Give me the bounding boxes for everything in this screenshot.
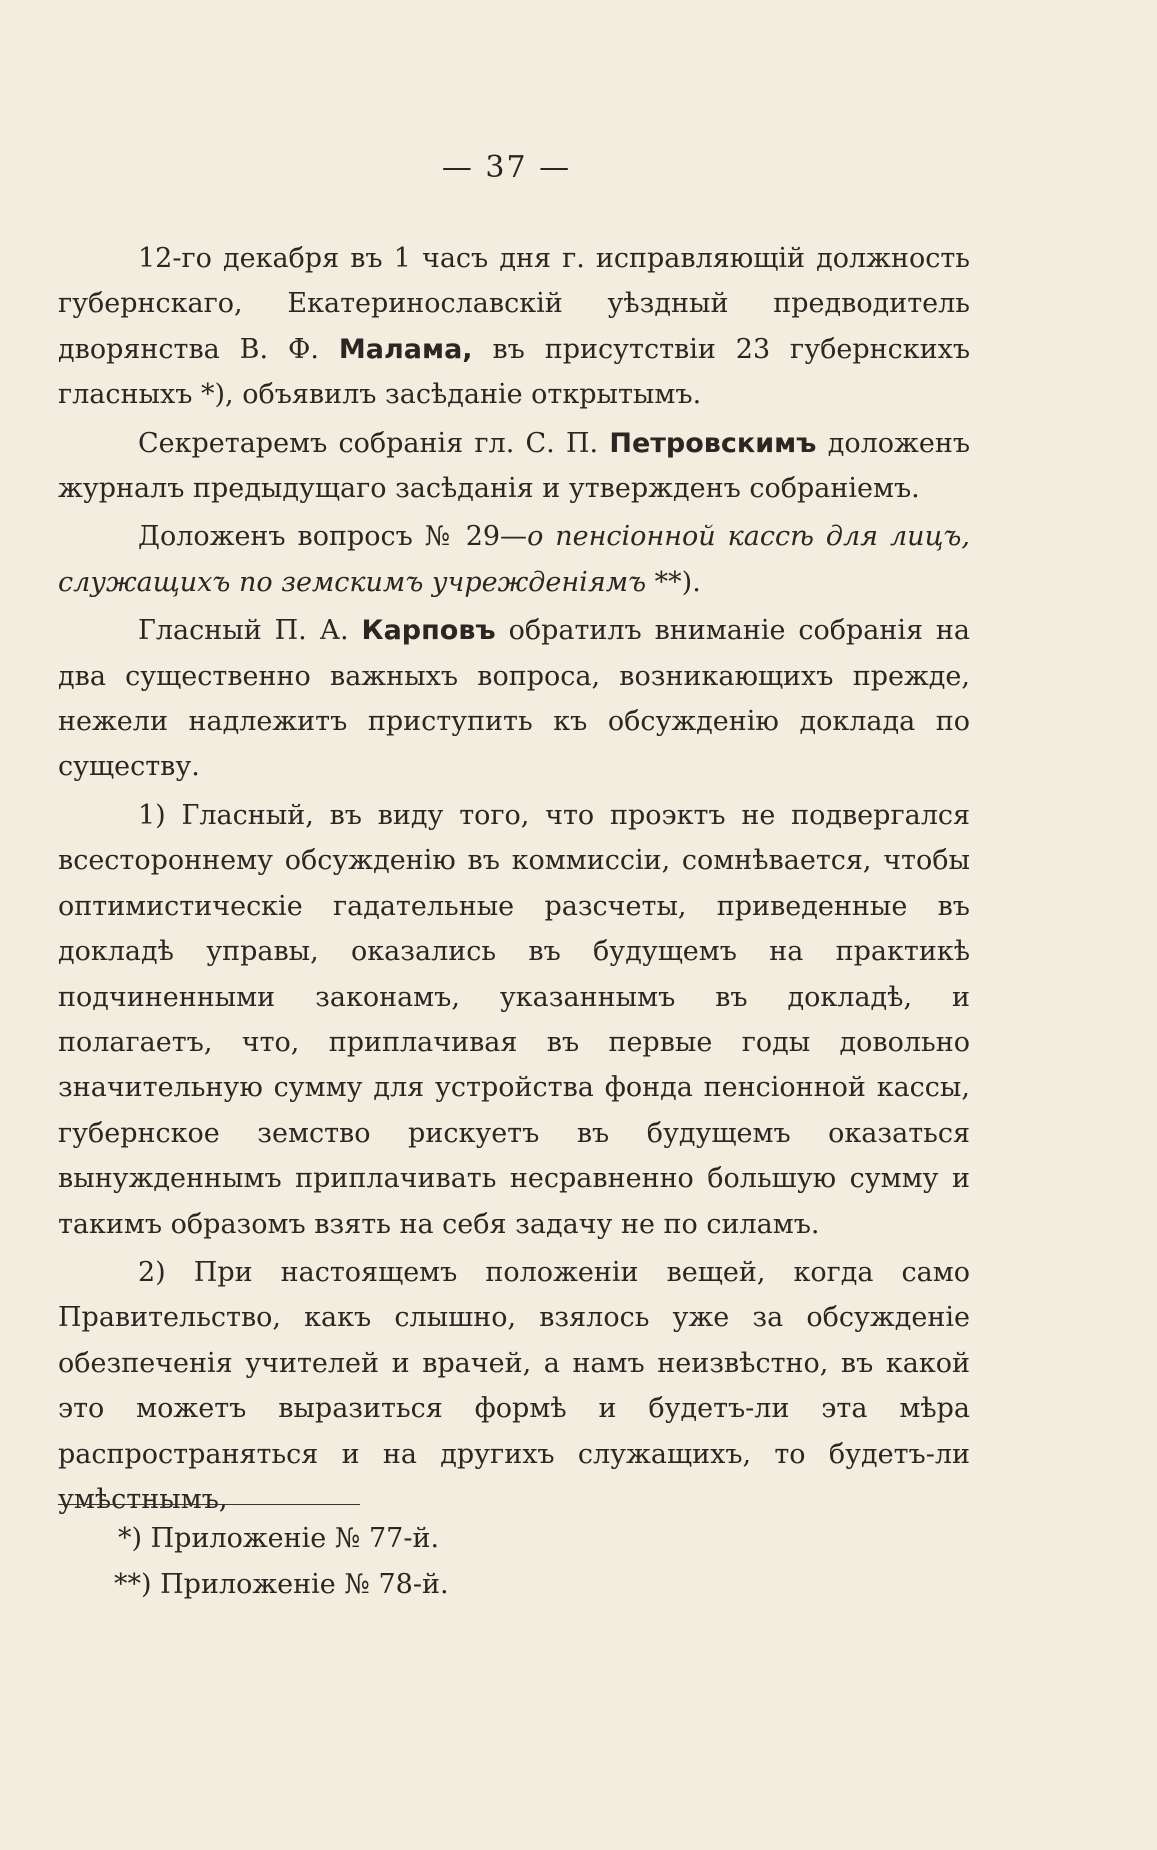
paragraph-text: въ присутствіи 23 губернскихъ гласныхъ *), объявилъ засѣданіе открытымъ. [58,333,971,411]
paragraph-text: 12-го декабря въ 1 часъ дня г. исправляющій должность губернскаго, Екатеринославскій уѣздный предводитель дворянства В. Ф. [58,243,970,365]
paragraph-text: 2) При настоящемъ положеніи вещей, когда само Правительство, какъ слышно, взялось уже за обсужденіе обезпеченія учителей и врачей, а намъ неизвѣстно, въ какой это можетъ выразиться формѣ и будетъ-ли эта мѣра распространяться и на другихъ служащихъ, то будетъ-ли умѣстнымъ, [58,1256,970,1515]
paragraph-text: обратилъ вниманіе собранія на два существенно важныхъ вопроса, возникающихъ прежде, нежели надлежитъ приступить къ обсужденію доклада по существу. [58,615,971,783]
person-name: Малама, [338,333,473,365]
paragraph-text: **). [646,566,701,598]
paragraph-text: Секретаремъ собранія гл. С. П. [138,427,610,459]
footnote: **) Приложеніе № 78-й. [114,1569,449,1600]
footnote: *) Приложеніе № 77-й. [118,1523,440,1554]
body-text [58,236,970,1522]
paragraph [58,608,970,790]
paragraph [58,793,970,1247]
paragraph-text: Доложенъ вопросъ № 29— [138,521,528,553]
page-number: — 37 — [441,150,572,185]
paragraph-text: Гласный П. А. [138,615,362,647]
paragraph [58,421,970,512]
question-title: о пенсіонной кассѣ для лицъ, служащихъ по земскимъ учрежденіямъ [58,521,970,598]
paragraph [58,236,970,418]
person-name: Карповъ [361,615,496,647]
paragraph-text: 1) Гласный, въ виду того, что проэктъ не подвергался всестороннему обсужденію въ коммиссіи, сомнѣвается, чтобы оптимистическіе гадательные разсчеты, приведенные въ докладѣ управы, оказались въ будущемъ на практикѣ подчиненными законамъ, указаннымъ въ докладѣ, и полагаетъ, что, приплачивая въ первые годы довольно значительную сумму для устройства фонда пенсіонной кассы, губернское земство рискуетъ въ будущемъ оказаться вынужденнымъ приплачивать несравненно большую сумму и такимъ образомъ взять на себя задачу не по силамъ. [58,799,970,1240]
footnotes [58,1516,658,1608]
footnote-divider [58,1504,360,1505]
paragraph [58,514,970,605]
paragraph-text: доложенъ журналъ предыдущаго засѣданія и утвержденъ собраніемъ. [58,427,970,505]
person-name: Петровскимъ [609,427,817,459]
paragraph [58,1250,970,1522]
